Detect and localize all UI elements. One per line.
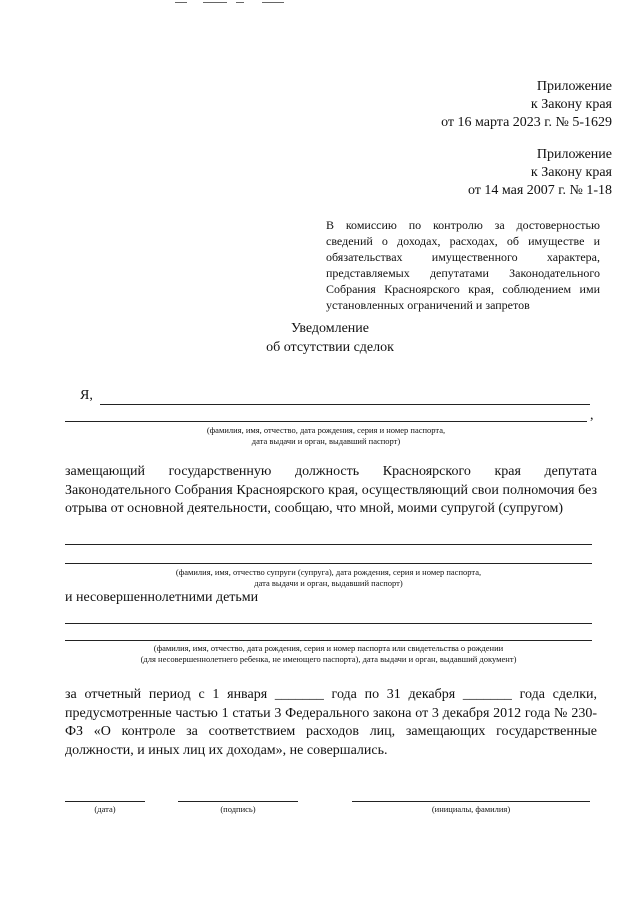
appendix-old-line2: к Закону края <box>530 165 612 180</box>
top-edge-mark <box>262 2 284 3</box>
appendix-old-line3: от 14 мая 2007 г. № 1-18 <box>467 183 612 198</box>
signature-caption: (подпись) <box>220 804 256 814</box>
appendix-new-line3: от 16 марта 2023 г. № 5-1629 <box>441 115 612 130</box>
spouse-caption <box>65 567 592 589</box>
name-line <box>352 801 590 802</box>
top-edge-mark <box>236 2 244 3</box>
document-title <box>230 319 430 357</box>
declarant-prefix: Я, <box>80 388 93 403</box>
children-caption-line2: (для несовершеннолетнего ребенка, не имеющего паспорта), дата выдачи и орган, выдавший документ) <box>140 654 517 664</box>
title-line2: об отсутствии сделок <box>266 340 394 355</box>
name-caption: (инициалы, фамилия) <box>431 804 511 814</box>
appendix-old <box>468 146 612 200</box>
paragraph-period: за отчетный период с 1 января _______ года по 31 декабря _______ года сделки, предусмотренные частью 1 статьи 3 Федерального закона от 3 декабря 2012 года № 230-ФЗ «О контроле за соответствием расходов лиц, замещающих государственные должности, и иных лиц их доходам», не совершались. <box>65 687 597 758</box>
spouse-line-1 <box>65 544 592 545</box>
children-line-1 <box>65 623 592 624</box>
appendix-new <box>441 78 612 132</box>
appendix-new-line2: к Закону края <box>530 97 612 112</box>
children-line-2 <box>65 640 592 641</box>
spouse-caption-line2: дата выдачи и орган, выдавший паспорт) <box>254 578 403 588</box>
signature-line <box>178 801 298 802</box>
appendix-old-line1: Приложение <box>536 147 612 162</box>
children-label: и несовершеннолетними детьми <box>65 590 259 605</box>
declarant-name-line-1 <box>100 404 590 405</box>
title-line1: Уведомление <box>290 321 369 336</box>
declarant-caption-line1: (фамилия, имя, отчество, дата рождения, серия и номер паспорта, <box>206 425 446 435</box>
top-edge-mark <box>175 2 187 3</box>
appendix-new-line1: Приложение <box>536 79 612 94</box>
declarant-caption <box>65 425 587 447</box>
children-caption <box>65 643 592 665</box>
children-caption-line1: (фамилия, имя, отчество, дата рождения, серия и номер паспорта или свидетельства о рождении <box>153 643 504 653</box>
addressee: В комиссию по контролю за достоверностью сведений о доходах, расходах, об имуществе и обязательствах имущественного характера, представляемых депутатами Законодательного Собрания Красноярского края, соблюдением ими установленных ограничений и запретов <box>326 218 600 312</box>
spouse-line-2 <box>65 563 592 564</box>
declarant-comma: , <box>590 408 594 423</box>
paragraph-position: замещающий государственную должность Красноярского края депутата Законодательного Собрания Красноярского края, осуществляющий свои полномочия без отрыва от основной деятельности, сообщаю, что мной, моими супругой (супругом) <box>65 464 597 516</box>
date-line <box>65 801 145 802</box>
top-edge-mark <box>203 2 227 3</box>
declarant-caption-line2: дата выдачи и орган, выдавший паспорт) <box>251 436 401 446</box>
date-caption: (дата) <box>94 804 116 814</box>
declarant-name-line-2 <box>65 421 587 422</box>
spouse-caption-line1: (фамилия, имя, отчество супруги (супруга), дата рождения, серия и номер паспорта, <box>175 567 482 577</box>
